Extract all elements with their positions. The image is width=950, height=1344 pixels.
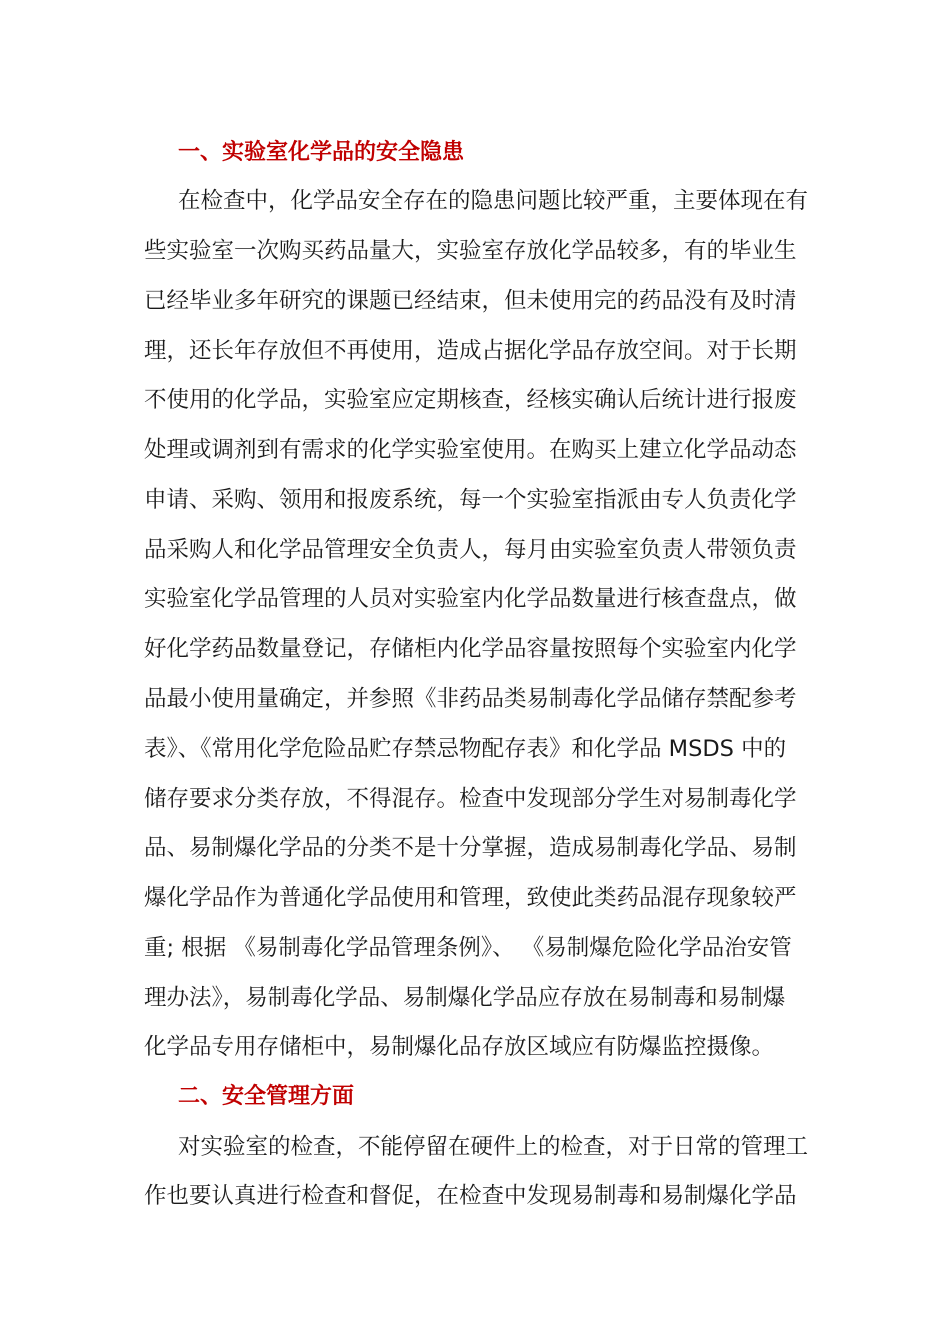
section-1-line: 不使用的化学品，实验室应定期核查，经核实确认后统计进行报废 — [144, 387, 797, 413]
section-1-line: 储存要求分类存放，不得混存。检查中发现部分学生对易制毒化学 — [144, 786, 797, 812]
section-1-line: 表》、《常用化学危险品贮存禁忌物配存表》和化学品 MSDS 中的 — [144, 736, 787, 762]
section-1-line: 爆化学品作为普通化学品使用和管理，致使此类药品混存现象较严 — [144, 885, 797, 911]
section-1-line: 品最小使用量确定，并参照《非药品类易制毒化学品储存禁配参考 — [144, 686, 797, 712]
section-2-heading: 二、安全管理方面 — [178, 1084, 355, 1109]
section-1-line: 品、易制爆化学品的分类不是十分掌握，造成易制毒化学品、易制 — [144, 835, 797, 861]
section-1-heading: 一、实验室化学品的安全隐患 — [178, 140, 465, 165]
section-1-line: 处理或调剂到有需求的化学实验室使用。在购买上建立化学品动态 — [144, 437, 797, 463]
section-1-line: 重; 根据 《易制毒化学品管理条例》、 《易制爆危险化学品治安管 — [144, 935, 792, 961]
section-2-line: 作也要认真进行检查和督促，在检查中发现易制毒和易制爆化学品 — [144, 1183, 797, 1209]
section-2-line: 对实验室的检查，不能停留在硬件上的检查，对于日常的管理工 — [178, 1134, 809, 1160]
section-1-line: 好化学药品数量登记，存储柜内化学品容量按照每个实验室内化学 — [144, 636, 797, 662]
section-1-line: 品采购人和化学品管理安全负责人，每月由实验室负责人带领负责 — [144, 537, 797, 563]
section-1-line: 些实验室一次购买药品量大，实验室存放化学品较多，有的毕业生 — [144, 238, 797, 264]
section-1-line: 理办法》，易制毒化学品、易制爆化学品应存放在易制毒和易制爆 — [144, 985, 786, 1011]
section-1-line: 理，还长年存放但不再使用，造成占据化学品存放空间。对于长期 — [144, 338, 797, 364]
section-1-line: 实验室化学品管理的人员对实验室内化学品数量进行核查盘点，做 — [144, 586, 797, 612]
section-1-line: 在检查中，化学品安全存在的隐患问题比较严重，主要体现在有 — [178, 188, 809, 214]
section-1-line: 已经毕业多年研究的课题已经结束，但未使用完的药品没有及时清 — [144, 288, 797, 314]
section-1-line: 化学品专用存储柜中，易制爆化品存放区域应有防爆监控摄像。 — [144, 1034, 775, 1060]
section-1-line: 申请、采购、领用和报废系统，每一个实验室指派由专人负责化学 — [144, 487, 797, 513]
